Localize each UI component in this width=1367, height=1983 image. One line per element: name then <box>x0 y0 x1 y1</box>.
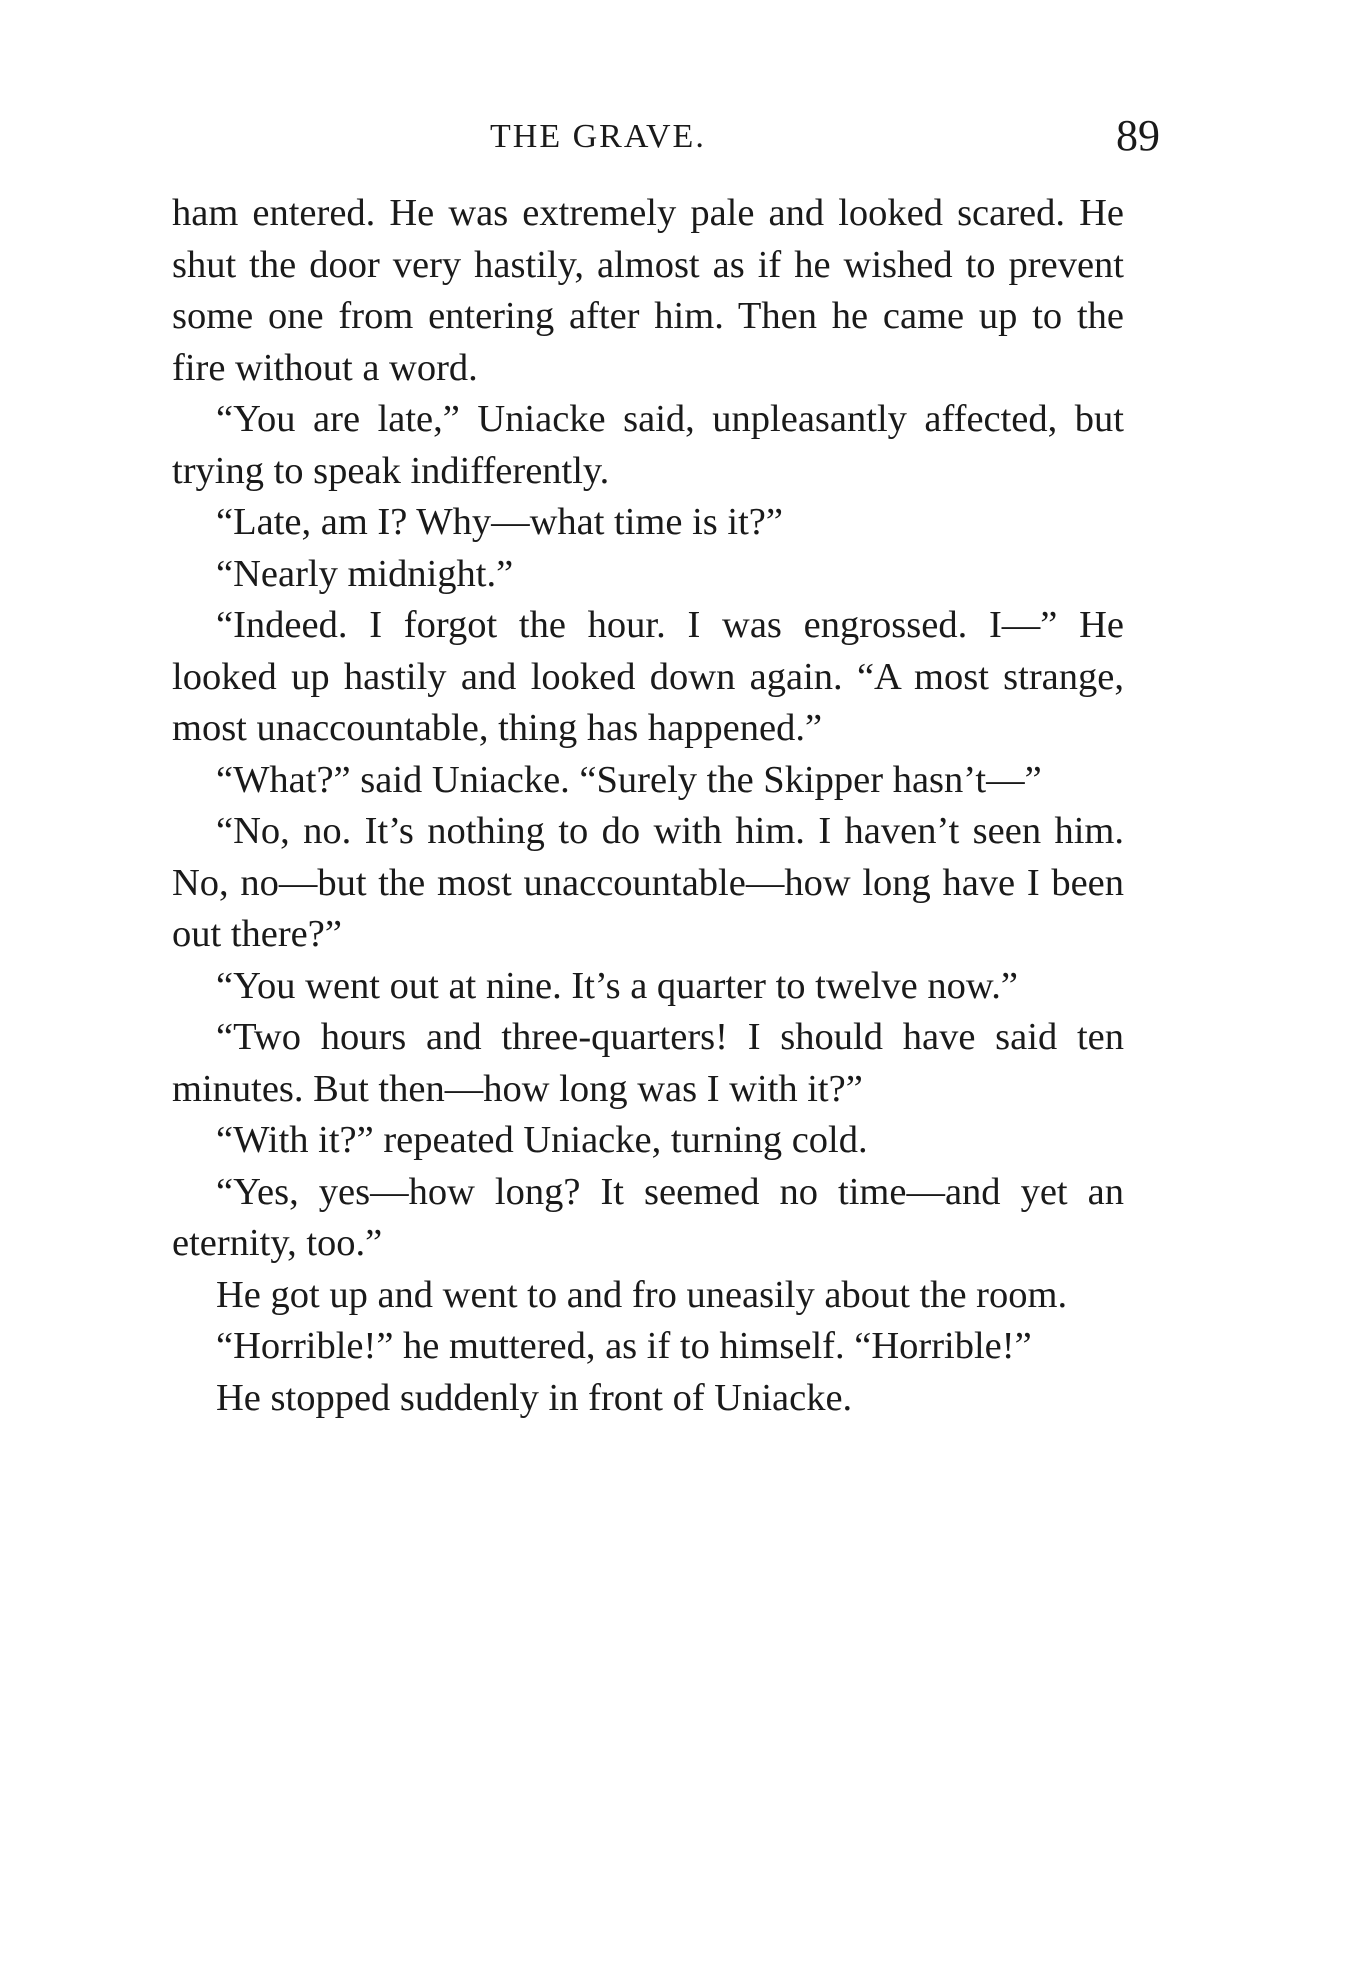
paragraph: “Nearly midnight.” <box>216 552 514 595</box>
body-text <box>172 188 1124 1424</box>
running-head <box>0 110 1367 160</box>
paragraph: “With it?” repeated Uniacke, turning cold. <box>216 1119 868 1161</box>
page-number: 89 <box>1116 111 1160 160</box>
paragraph: He got up and went to and fro uneasily about the room. <box>216 1273 1068 1316</box>
paragraph: “What?” said Uniacke. “Surely the Skipper hasn’t—” <box>216 758 1042 801</box>
chapter-title: THE GRAVE. <box>490 118 706 155</box>
paragraph: “Horrible!” he muttered, as if to himself. “Horrible!” <box>216 1325 1032 1367</box>
paragraph: “No, no. It’s nothing to do with him. I haven’t seen him. No, no—but the most unaccountable—how long have I been out there?” <box>172 810 1124 955</box>
paragraph: “You went out at nine. It’s a quarter to twelve now.” <box>216 964 1018 1007</box>
paragraph: “You are late,” Uniacke said, unpleasantly affected, but trying to speak indifferently. <box>172 398 1124 492</box>
paragraph: “Late, am I? Why—what time is it?” <box>216 501 783 543</box>
paragraph: He stopped suddenly in front of Uniacke. <box>216 1376 853 1419</box>
paragraph: “Two hours and three-quarters! I should have said ten minutes. But then—how long was I with it?” <box>172 1016 1124 1110</box>
paragraph: “Yes, yes—how long? It seemed no time—and yet an eternity, too.” <box>172 1170 1124 1264</box>
paragraph: ham entered. He was extremely pale and looked scared. He shut the door very hastily, almost as if he wished to prevent some one from entering after him. Then he came up to the fire without a word. <box>172 192 1124 389</box>
paragraph: “Indeed. I forgot the hour. I was engrossed. I—” He looked up hastily and looked down again. “A most strange, most unaccountable, thing has happened.” <box>172 604 1124 749</box>
